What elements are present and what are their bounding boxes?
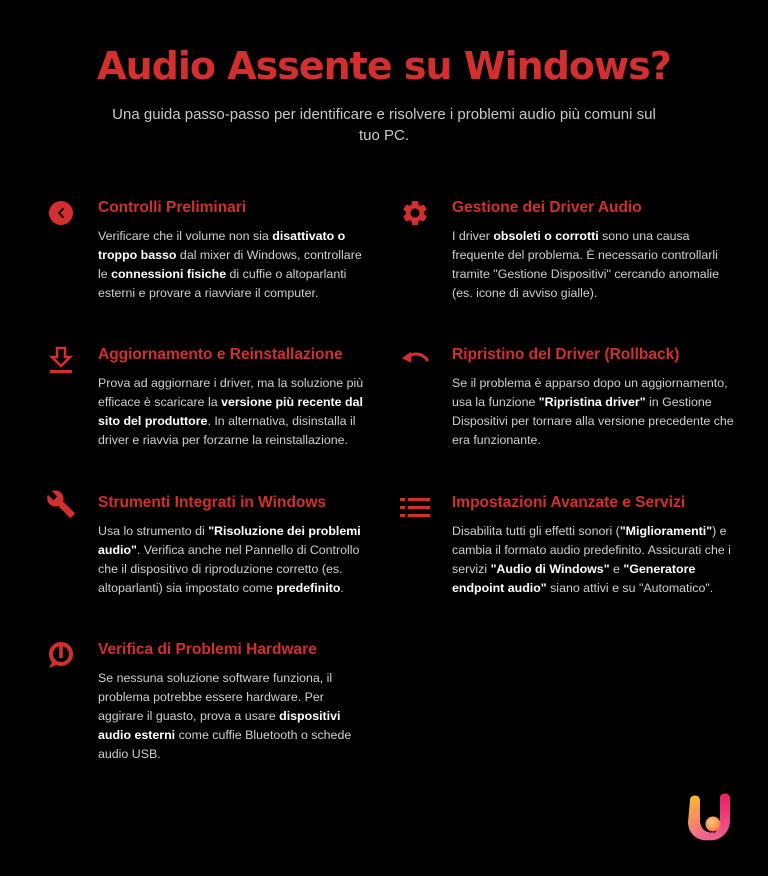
card-body: I driver obsoleti o corrotti sono una causa frequente del problema. È necessario controllarli tramite "Gestione Dispositivi" cercando anomalie (es. icone di avviso gialle). bbox=[452, 229, 720, 300]
card-title: Gestione dei Driver Audio bbox=[452, 199, 642, 216]
page-title: Audio Assente su Windows? bbox=[97, 44, 671, 88]
emphasis-text: "Miglioramenti" bbox=[619, 524, 713, 538]
card-ripristino-driver bbox=[452, 345, 734, 450]
emphasis-text: versione più recente dal sito del produttore bbox=[98, 395, 363, 428]
card-body: Disabilita tutti gli effetti sonori ("Miglioramenti") e cambia il formato audio predefinito. Assicurati che i servizi "Audio di Windows" e "Generatore endpoint audio" siano attivi e su "Automatico". bbox=[452, 524, 731, 595]
card-title: Verifica di Problemi Hardware bbox=[98, 641, 317, 658]
card-gestione-driver bbox=[452, 198, 734, 303]
download-icon bbox=[46, 345, 76, 375]
emphasis-text: disattivato o troppo basso bbox=[98, 229, 346, 262]
undo-icon bbox=[400, 345, 430, 375]
brand-logo-icon bbox=[680, 790, 736, 844]
card-problemi-hardware bbox=[98, 640, 370, 764]
card-body: Se nessuna soluzione software funziona, il problema potrebbe essere hardware. Per aggirare il guasto, prova a usare dispositivi audio esterni come cuffie Bluetooth o schede audio USB. bbox=[98, 671, 352, 761]
emphasis-text: connessioni fisiche bbox=[111, 267, 227, 281]
list-icon bbox=[400, 493, 430, 523]
card-title: Impostazioni Avanzate e Servizi bbox=[452, 494, 686, 511]
card-body: Prova ad aggiornare i driver, ma la soluzione più efficace è scaricare la versione più recente dal sito del produttore. In alternativa, disinstalla il driver e riavvia per forzarne la reinstallazione. bbox=[98, 376, 364, 447]
emphasis-text: obsoleti o corrotti bbox=[493, 229, 599, 243]
emphasis-text: "Generatore endpoint audio" bbox=[452, 562, 696, 595]
emphasis-text: "Audio di Windows" bbox=[490, 562, 610, 576]
card-title: Ripristino del Driver (Rollback) bbox=[452, 346, 680, 363]
card-title: Controlli Preliminari bbox=[98, 199, 247, 216]
emphasis-text: "Ripristina driver" bbox=[538, 395, 646, 409]
emphasis-text: predefinito bbox=[276, 581, 341, 595]
card-strumenti-integrati bbox=[98, 493, 370, 598]
card-body: Usa lo strumento di "Risoluzione dei problemi audio". Verifica anche nel Pannello di Controllo che il dispositivo di riproduzione corretto (es. altoparlanti) sia impostato come predefinito. bbox=[98, 524, 361, 595]
card-aggiornamento bbox=[98, 345, 370, 450]
gear-icon bbox=[400, 198, 430, 228]
hardware-check-icon bbox=[46, 640, 76, 670]
card-controlli-preliminari bbox=[98, 198, 370, 303]
card-body: Verificare che il volume non sia disattivato o troppo basso dal mixer di Windows, controllare le connessioni fisiche di cuffie o altoparlanti esterni e provare a riavviare il computer. bbox=[98, 229, 362, 300]
chevron-left-circle-icon bbox=[46, 198, 76, 228]
emphasis-text: "Risoluzione dei problemi audio" bbox=[98, 524, 361, 557]
card-body: Se il problema è apparso dopo un aggiornamento, usa la funzione "Ripristina driver" in Gestione Dispositivi per tornare alla versione precedente che era funzionante. bbox=[452, 376, 734, 447]
card-title: Aggiornamento e Reinstallazione bbox=[98, 346, 343, 363]
wrench-icon bbox=[46, 489, 76, 519]
card-impostazioni-avanzate bbox=[452, 493, 734, 598]
page-subtitle: Una guida passo-passo per identificare e risolvere i problemi audio più comuni sul tuo PC. bbox=[112, 106, 656, 144]
card-title: Strumenti Integrati in Windows bbox=[98, 494, 327, 511]
emphasis-text: dispositivi audio esterni bbox=[98, 709, 341, 742]
